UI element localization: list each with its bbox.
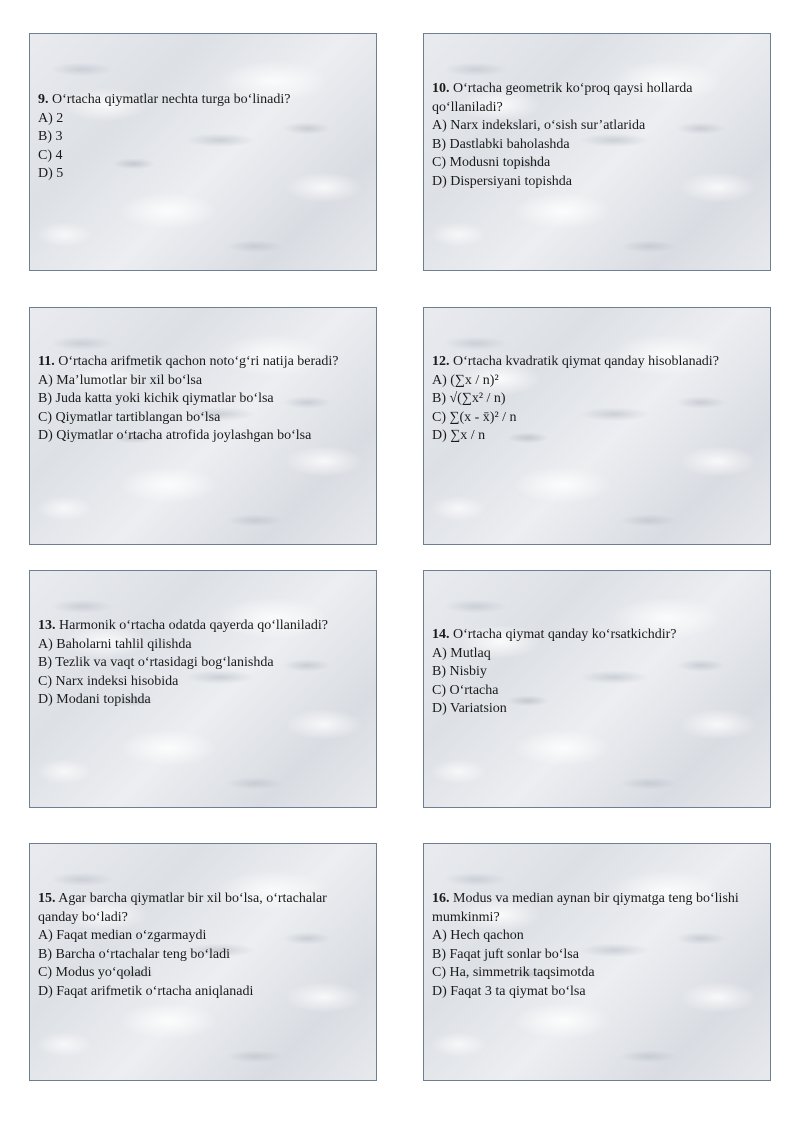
option-a: A) Mutlaq — [432, 645, 491, 661]
option-d: D) ∑x / n — [432, 428, 486, 443]
question-card-14 — [423, 570, 771, 808]
option-a: A) Ma’lumotlar bir xil bo‘lsa — [38, 372, 203, 388]
question-card-text — [432, 890, 760, 1001]
question-card-text — [38, 91, 366, 184]
question-number: 9. — [38, 92, 49, 107]
option-d: D) Modani topishda — [38, 692, 151, 707]
option-c: C) O‘rtacha — [432, 682, 499, 698]
question-text: O‘rtacha kvadratik qiymat qanday hisoblanadi? — [453, 354, 719, 369]
question-card-text — [38, 890, 366, 1001]
question-number: 13. — [38, 618, 56, 633]
question-number: 11. — [38, 354, 55, 369]
question-card-text — [432, 80, 760, 191]
option-d: D) Qiymatlar o‘rtacha atrofida joylashgan bo‘lsa — [38, 428, 312, 443]
question-card-13 — [29, 570, 377, 808]
option-c: C) Qiymatlar tartiblangan bo‘lsa — [38, 409, 221, 425]
question-card-text — [38, 617, 366, 710]
question-card-text — [432, 626, 760, 719]
option-c: C) Modus yo‘qoladi — [38, 965, 152, 980]
question-text: O‘rtacha qiymat qanday ko‘rsatkichdir? — [453, 627, 677, 642]
option-d: D) Faqat 3 ta qiymat bo‘lsa — [432, 983, 586, 999]
option-d: D) Variatsion — [432, 701, 507, 716]
question-number: 14. — [432, 627, 450, 642]
option-a: A) Baholarni tahlil qilishda — [38, 636, 192, 652]
question-number: 16. — [432, 891, 450, 906]
question-card-9 — [29, 33, 377, 271]
option-c: C) 4 — [38, 147, 63, 163]
option-b: B) Dastlabki baholashda — [432, 136, 570, 152]
option-c: C) Ha, simmetrik taqsimotda — [432, 965, 595, 980]
option-a: A) Hech qachon — [432, 928, 524, 943]
option-d: D) Dispersiyani topishda — [432, 173, 572, 189]
question-card-10 — [423, 33, 771, 271]
option-a: A) Faqat median o‘zgarmaydi — [38, 928, 207, 943]
option-b: B) Juda katta yoki kichik qiymatlar bo‘lsa — [38, 391, 274, 406]
question-card-11 — [29, 307, 377, 545]
option-b: B) Nisbiy — [432, 664, 487, 679]
question-card-12 — [423, 307, 771, 545]
option-a: A) Narx indekslari, o‘sish sur’atlarida — [432, 118, 646, 133]
option-c: C) ∑(x - x̄)² / n — [432, 409, 517, 425]
option-b: B) √(∑x² / n) — [432, 391, 506, 406]
option-c: C) Narx indeksi hisobida — [38, 673, 179, 689]
question-text: O‘rtacha qiymatlar nechta turga bo‘linadi? — [52, 92, 291, 107]
option-d: D) Faqat arifmetik o‘rtacha aniqlanadi — [38, 983, 254, 999]
option-b: B) 3 — [38, 129, 63, 144]
option-b: B) Faqat juft sonlar bo‘lsa — [432, 946, 579, 962]
question-text: O‘rtacha geometrik ko‘proq qaysi hollarda qo‘llaniladi? — [432, 81, 693, 115]
question-text: Agar barcha qiymatlar bir xil bo‘lsa, o‘rtachalar qanday bo‘ladi? — [38, 891, 327, 925]
question-card-text — [38, 353, 366, 446]
question-number: 15. — [38, 891, 56, 906]
question-text: Harmonik o‘rtacha odatda qayerda qo‘llaniladi? — [59, 618, 328, 633]
option-a: A) (∑x / n)² — [432, 372, 499, 388]
question-number: 10. — [432, 81, 450, 96]
question-text: Modus va median aynan bir qiymatga teng bo‘lishi mumkinmi? — [432, 891, 739, 925]
option-b: B) Tezlik va vaqt o‘rtasidagi bog‘lanishda — [38, 655, 274, 670]
question-card-16 — [423, 843, 771, 1081]
question-text: O‘rtacha arifmetik qachon noto‘g‘ri natija beradi? — [58, 354, 339, 369]
question-card-text — [432, 353, 760, 446]
option-c: C) Modusni topishda — [432, 155, 551, 170]
option-a: A) 2 — [38, 110, 64, 126]
question-card-15 — [29, 843, 377, 1081]
option-b: B) Barcha o‘rtachalar teng bo‘ladi — [38, 946, 231, 962]
option-d: D) 5 — [38, 166, 64, 181]
question-number: 12. — [432, 354, 450, 369]
